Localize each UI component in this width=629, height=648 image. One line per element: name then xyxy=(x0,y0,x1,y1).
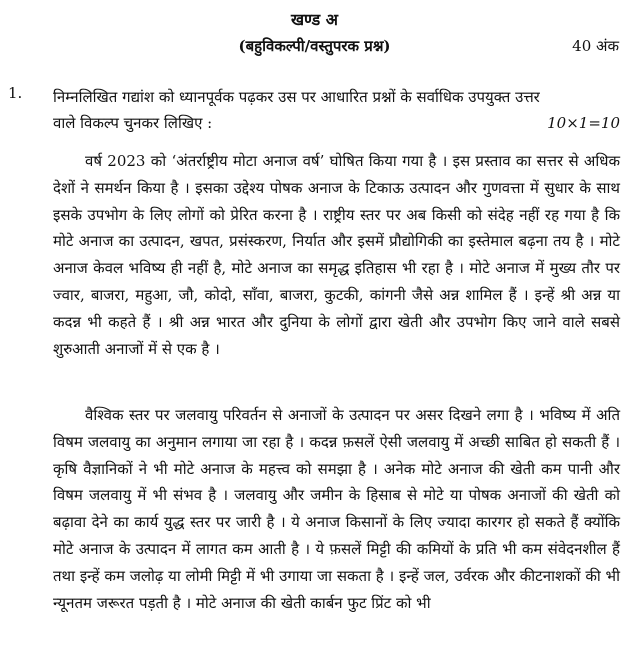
total-marks: 40 अंक xyxy=(572,37,619,55)
question-number: 1. xyxy=(8,84,23,102)
question-text-line2: वाले विकल्प चुनकर लिखिए : xyxy=(53,114,213,132)
question-instruction xyxy=(53,84,620,136)
question-text-line2-row xyxy=(53,110,620,136)
passage-paragraph-2: वैश्विक स्तर पर जलवायु परिवर्तन से अनाजों के उत्पादन पर असर दिखने लगा है । भविष्य में अति विषम जलवायु का अनुमान लगाया जा रहा है । कदन्न फ़सलें ऐसी जलवायु में अच्छी साबित हो सकती हैं । कृषि वैज्ञानिकों ने भी मोटे अनाज के महत्त्व को समझा है । अनेक मोटे अनाज की खेती कम पानी और विषम जलवायु में भी संभव है । जलवायु और जमीन के हिसाब से मोटे या पोषक अनाजों की खेती को बढ़ावा देने का कार्य युद्ध स्तर पर जारी है । ये अनाज किसानों के लिए ज्यादा कारगर हो सकते हैं क्योंकि मोटे अनाज के उत्पादन में लागत कम आती है । ये फ़सलें मिट्टी की कमियों के प्रति भी कम संवेदनशील हैं तथा इन्हें कम जलोढ़ या लोमी मिट्टी में भी उगाया जा सकता है । इन्हें जल, उर्वरक और कीटनाशकों की भी न्यूनतम जरूरत पड़ती है । मोटे अनाज की खेती कार्बन फुट प्रिंट को भी xyxy=(53,406,620,612)
question-score: 10×1=10 xyxy=(547,114,620,132)
question-type-subtitle: (बहुविकल्पी/वस्तुपरक प्रश्न) xyxy=(238,37,391,55)
passage-paragraph-1: वर्ष 2023 को ‘अंतर्राष्ट्रीय मोटा अनाज वर्ष’ घोषित किया गया है । इस प्रस्ताव का सत्तर से अधिक देशों ने समर्थन किया है । इसका उद्देश्य पोषक अनाज के टिकाऊ उत्पादन और गुणवत्ता में सुधार के साथ इसके उपभोग के लिए लोगों को प्रेरित करना है । राष्ट्रीय स्तर पर अब किसी को संदेह नहीं रह गया है कि मोटे अनाज का उत्पादन, खपत, प्रसंस्करण, निर्यात और इसमें प्रौद्योगिकी का इस्तेमाल बढ़ना तय है । मोटे अनाज केवल भविष्य ही नहीं है, मोटे अनाज का समृद्ध इतिहास भी रहा है । मोटे अनाज में मुख्य तौर पर ज्वार, बाजरा, महुआ, जौ, कोदो, साँवा, बाजरा, कुटकी, कांगनी जैसे अन्न शामिल हैं । इन्हें श्री अन्न या कदन्न भी कहते हैं । श्री अन्न भारत और दुनिया के लोगों द्वारा खेती और उपभोग किए जाने वाले सबसे शुरुआती अनाजों में से एक है । xyxy=(53,152,620,358)
question-text-line1: निम्नलिखित गद्यांश को ध्यानपूर्वक पढ़कर उस पर आधारित प्रश्नों के सर्वाधिक उपयुक्त उत्तर xyxy=(53,88,540,106)
subtitle-row xyxy=(0,36,629,58)
section-title: खण्ड अ xyxy=(290,10,339,29)
